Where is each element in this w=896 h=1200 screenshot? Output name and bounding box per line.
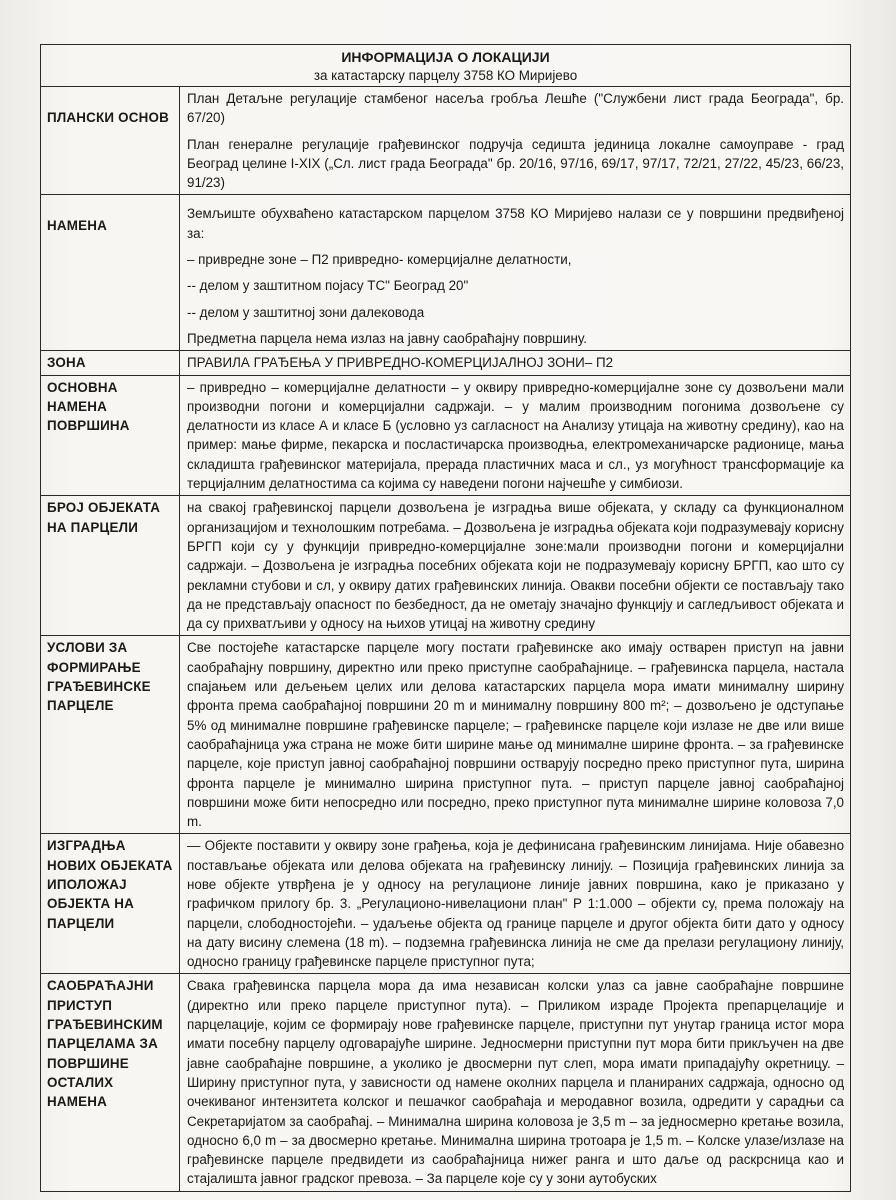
row-content-parcel-conditions: Све постојеће катастарске парцеле могу постати грађевинске ако имају остварен приступ на јавни саобраћајну површину, директно или преко приступне саобраћајнице. – грађевинска парцела, настала спајањем или дељењем целих или делова катастарских парцела мора имати минималну ширину фронта према саобраћајној површини 20 m и минималну површину 800 m²; – дозвољено је одступање 5% од минималне површине грађевинске парцеле; – грађевинске парцеле који излазе не две или више саобраћајница ужа страна не може бити ширине мање од минималне ширине фронта. – за грађевинске парцеле, које приступ јавној саобраћајној површини остварују посредно преко приступног пута, ширина фронта парцеле је минимално ширина приступног пута. – приступ парцеле јавној саобраћајној површини може бити непосредно или посредно, преко приступног пута минималне ширине коловоза 7,0 m. [180, 636, 851, 834]
row-content-zone: ПРАВИЛА ГРАЂЕЊА У ПРИВРЕДНО-КОМЕРЦИЈАЛНОЈ ЗОНИ– П2 [180, 351, 851, 375]
paragraph: – привредне зоне – П2 привредно- комерцијалне делатности, [187, 252, 572, 268]
table-row [41, 974, 851, 1191]
paragraph: Земљиште обухваћено катастарском парцелом 3758 КО Миријево налази се у површини предвиђеној за: [187, 206, 845, 241]
paragraph: План Детаљне регулације стамбеног насеља гробља Лешће ("Службени лист града Београда", бр. 67/20) [187, 91, 845, 126]
row-label-zone: ЗОНА [41, 351, 180, 375]
table-row [41, 375, 851, 496]
row-content-plan-basis [180, 87, 851, 195]
row-label-plan-basis: ПЛАНСКИ ОСНОВ [41, 87, 180, 195]
row-label-basic-purpose: ОСНОВНА НАМЕНА ПОВРШИНА [41, 375, 180, 496]
document-subtitle: за катастарску парцелу 3758 КО Миријево [313, 68, 578, 83]
row-content-basic-purpose: – привредно – комерцијалне делатности – у оквиру привредно-комерцијалне зоне су дозвољени мали производни погони и комерцијални садржаји. – у малим производним погонима дозвољене су делатности из класе А и класе Б (условно уз сагласност на Анализу утицаја на животну средину), као на пример: мање фирме, пекарска и посластичарска производња, електромеханичарске радионице, мања складишта грађевинског материјала, прерада пластичних маса и сл., уз могућност трансформације ка терцијалним делатностима са којима су наведени погони најчешће у симбиози. [180, 375, 851, 496]
table-row [41, 834, 851, 974]
table-row [41, 195, 851, 351]
paragraph: Предметна парцела нема излаз на јавну саобраћајну површину. [187, 330, 587, 346]
table-row [41, 351, 851, 375]
row-content-objects-count: на свакој грађевинској парцели дозвољена је изградња више објеката, у складу са функционалном организацијом и технолошким потребама. – Дозвољена је изградња објеката који подразумевају корисну БРГП који су у функцији привредно-комерцијалне зоне:мали производни погони и комерцијални садржаји. – Дозвољена је изградња посебних објеката који не подразумевају корисну БРГП, као што су рекламни стубови и сл, у оквиру датих грађевинских линија. Овакви посебни објекти се постављају тако да не представљају опасност по безбедност, да не ометају значајно функцију и сагледљивост објеката и да су прихватљиви у односу на њихов утицај на животну средину [180, 496, 851, 636]
table-row [41, 87, 851, 195]
table-header-row [41, 45, 851, 87]
paragraph: -- делом у заштитном појасу ТС" Београд 20" [187, 278, 469, 294]
paragraph: План генералне регулације грађевинског подручја седишта јединица локалне самоуправе - град Београд целине I-XIX („Сл. лист града Београда" бр. 20/16, 97/16, 69/17, 97/17, 72/21, 27/22, 45/23, 66/23, 91/23) [187, 136, 845, 191]
row-content-new-objects: — Објекте поставити у оквиру зоне грађења, која је дефинисана грађевинским линијама. Није обавезно постављање објеката или делова објеката на грађевинску линију. – Позиција грађевинских линија за нове објекте утврђена је у односу на регулационе линије јавних површина, како је приказано у графичком прилогу бр. 3. „Регулационо-нивелациони план" Р 1:1.000 – објекти су, према положају на парцели, слободностојећи. – удаљење објекта од границе парцеле и другог објекта бити дато у односу на дату висину слемена (18 m). – подземна грађевинска линија не сме да прелази регулациону линију, односно границу грађевинске парцеле приступног пута; [180, 834, 851, 974]
row-content-traffic-access: Свака грађевинска парцела мора да има независан колски улаз са јавне саобраћајне површине (директно или преко парцеле приступног пута). – Приликом израде Пројекта препарцелације и парцелације, којим се формирају нове грађевинске парцеле, приступни пут унутар граница истог мора имати посебну парцелу одговарајуће ширине. Једносмерни приступни пут мора бити прикључен на две јавне саобраћајне површине, а уколико је двосмерни пут слеп, мора имати припадајућу окретницу. – Ширину приступног пута, у зависности од намене околних парцела и планираних садржаја, односно од очекиваног интензитета колског и пешачког саобраћаја и меродавног возила, одредити у сарадњи са Секретаријатом за саобраћај. – Минимална ширина коловоза је 3,5 m – за једносмерно кретање возила, односно 6,0 m – за двосмерно кретање. Минимална ширина тротоара је 1,5 m. – Колске улазе/излазе на грађевинске парцеле предвидети из саобраћајница нижег ранга и што даље од раскрсница као и стајалишта јавног градског превоза. – За парцеле које су у зони аутобуских [180, 974, 851, 1191]
table-row [41, 496, 851, 636]
row-label-purpose: НАМЕНА [41, 195, 180, 351]
row-label-new-objects: ИЗГРАДЊА НОВИХ ОБЈЕКАТА ИПОЛОЖАЈ ОБЈЕКТА НА ПАРЦЕЛИ [41, 834, 180, 974]
document-title: ИНФОРМАЦИЈА О ЛОКАЦИЈИ [341, 49, 550, 65]
row-label-parcel-conditions: УСЛОВИ ЗА ФОРМИРАЊЕ ГРАЂЕВИНСКЕ ПАРЦЕЛЕ [41, 636, 180, 834]
row-label-objects-count: БРОЈ ОБЈЕКАТА НА ПАРЦЕЛИ [41, 496, 180, 636]
paragraph: -- делом у заштитној зони далековода [187, 304, 425, 320]
row-content-purpose [180, 195, 851, 351]
table-row [41, 636, 851, 834]
row-label-traffic-access: САОБРАЋАЈНИ ПРИСТУП ГРАЂЕВИНСКИМ ПАРЦЕЛАМА ЗА ПОВРШИНЕ ОСТАЛИХ НАМЕНА [41, 974, 180, 1191]
location-info-table [40, 44, 851, 1192]
table-header [41, 45, 851, 87]
